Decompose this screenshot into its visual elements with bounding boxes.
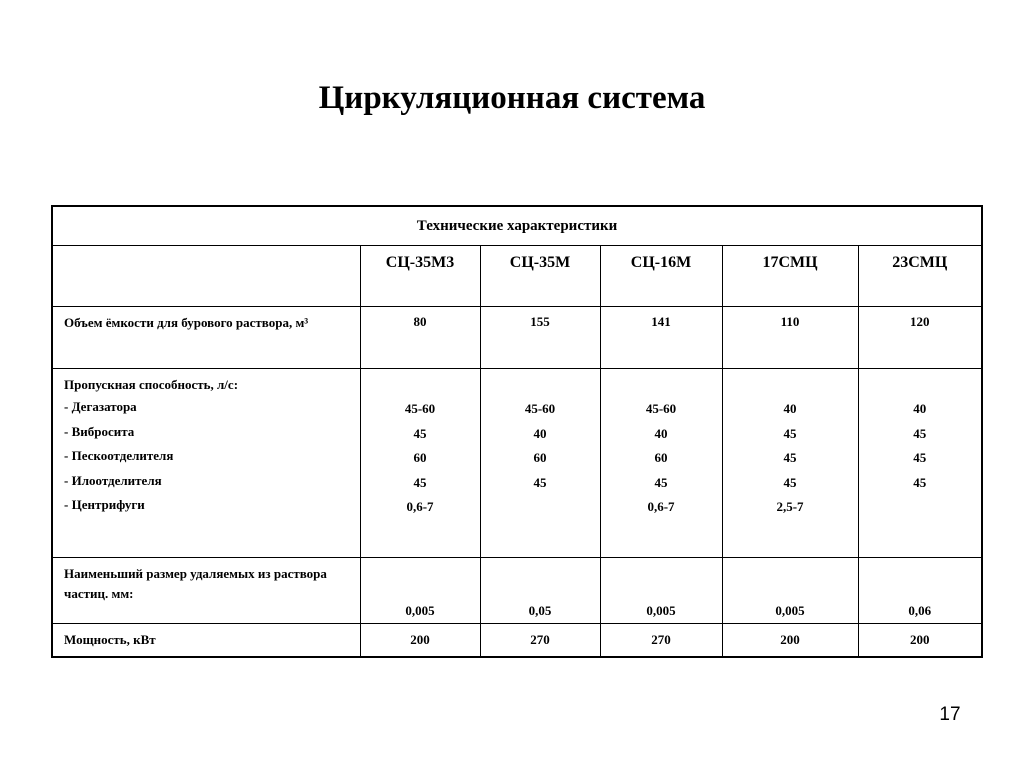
table-caption: Технические характеристики <box>52 206 982 246</box>
table-cell: 141 <box>600 307 722 369</box>
row-sublabel: - Центрифуги <box>64 497 145 512</box>
table-cell: 0,06 <box>858 558 982 624</box>
column-header-model: СЦ-16М <box>600 246 722 307</box>
table-cell: 45 <box>783 425 797 441</box>
table-cell <box>859 495 982 520</box>
table-cell: 60 <box>533 450 547 465</box>
table-cell: 80 <box>360 307 480 369</box>
table-cell: 45-60 <box>524 401 556 416</box>
table-cell: 45 <box>913 450 927 465</box>
table-cell: 200 <box>722 624 858 658</box>
table-row-capacity <box>52 369 982 558</box>
table-cell: 45 <box>413 474 427 490</box>
table-row-volume <box>52 307 982 369</box>
table-cell: 45 <box>783 450 797 465</box>
table-cell-group <box>722 369 858 558</box>
table-cell: 45-60 <box>645 401 677 416</box>
row-sublabel: - Вибросита <box>64 423 135 439</box>
table-caption-row <box>52 206 982 246</box>
row-label: Объем ёмкости для бурового раствора, м³ <box>52 307 360 369</box>
table-header-row <box>52 246 982 307</box>
table-cell: 155 <box>480 307 600 369</box>
table-cell: 40 <box>913 401 927 416</box>
table-cell: 45 <box>913 425 927 441</box>
table-cell: 200 <box>360 624 480 658</box>
table-cell: 120 <box>858 307 982 369</box>
table-cell: 40 <box>783 401 797 416</box>
row-label: Пропускная способность, л/с: <box>64 377 239 392</box>
table-cell: 0,6-7 <box>406 499 434 514</box>
table-cell: 60 <box>413 450 427 465</box>
table-cell: 40 <box>654 425 668 441</box>
row-label: Мощность, кВт <box>52 624 360 658</box>
table-cell: 60 <box>654 450 668 465</box>
table-cell: 45 <box>654 474 668 490</box>
table-cell: 0,005 <box>600 558 722 624</box>
table-cell: 45 <box>913 474 927 490</box>
column-header-model: СЦ-35М3 <box>360 246 480 307</box>
table-row-particle-size <box>52 558 982 624</box>
table-cell: 45 <box>783 474 797 490</box>
table-cell: 2,5-7 <box>776 499 804 514</box>
table-row-power <box>52 624 982 658</box>
column-header-model: 17СМЦ <box>722 246 858 307</box>
table-cell-group <box>480 369 600 558</box>
table-cell-group <box>600 369 722 558</box>
column-header-model: 23СМЦ <box>858 246 982 307</box>
table-cell: 0,05 <box>480 558 600 624</box>
table-cell: 45 <box>413 425 427 441</box>
column-header-model: СЦ-35М <box>480 246 600 307</box>
table-cell-group <box>360 369 480 558</box>
row-sublabel: - Илоотделителя <box>64 472 162 488</box>
table-cell: 270 <box>480 624 600 658</box>
table-cell: 110 <box>722 307 858 369</box>
row-label: Наименьший размер удаляемых из раствора частиц. мм: <box>52 558 360 624</box>
table-cell-group <box>858 369 982 558</box>
table-cell: 0,005 <box>360 558 480 624</box>
header-corner-cell <box>52 246 360 307</box>
row-sublabel: - Дегазатора <box>64 399 137 414</box>
slide-title: Циркуляционная система <box>318 80 706 116</box>
table-cell: 200 <box>858 624 982 658</box>
row-label-group <box>52 369 360 558</box>
table-cell: 270 <box>600 624 722 658</box>
table-cell: 0,005 <box>722 558 858 624</box>
table-cell: 45-60 <box>404 401 436 416</box>
page-number: 17 <box>939 704 961 725</box>
table-cell <box>481 495 600 520</box>
specifications-table <box>51 205 983 658</box>
row-sublabel: - Пескоотделителя <box>64 448 174 463</box>
table-cell: 45 <box>533 474 547 490</box>
table-cell: 0,6-7 <box>647 499 675 514</box>
table-cell: 40 <box>533 425 547 441</box>
